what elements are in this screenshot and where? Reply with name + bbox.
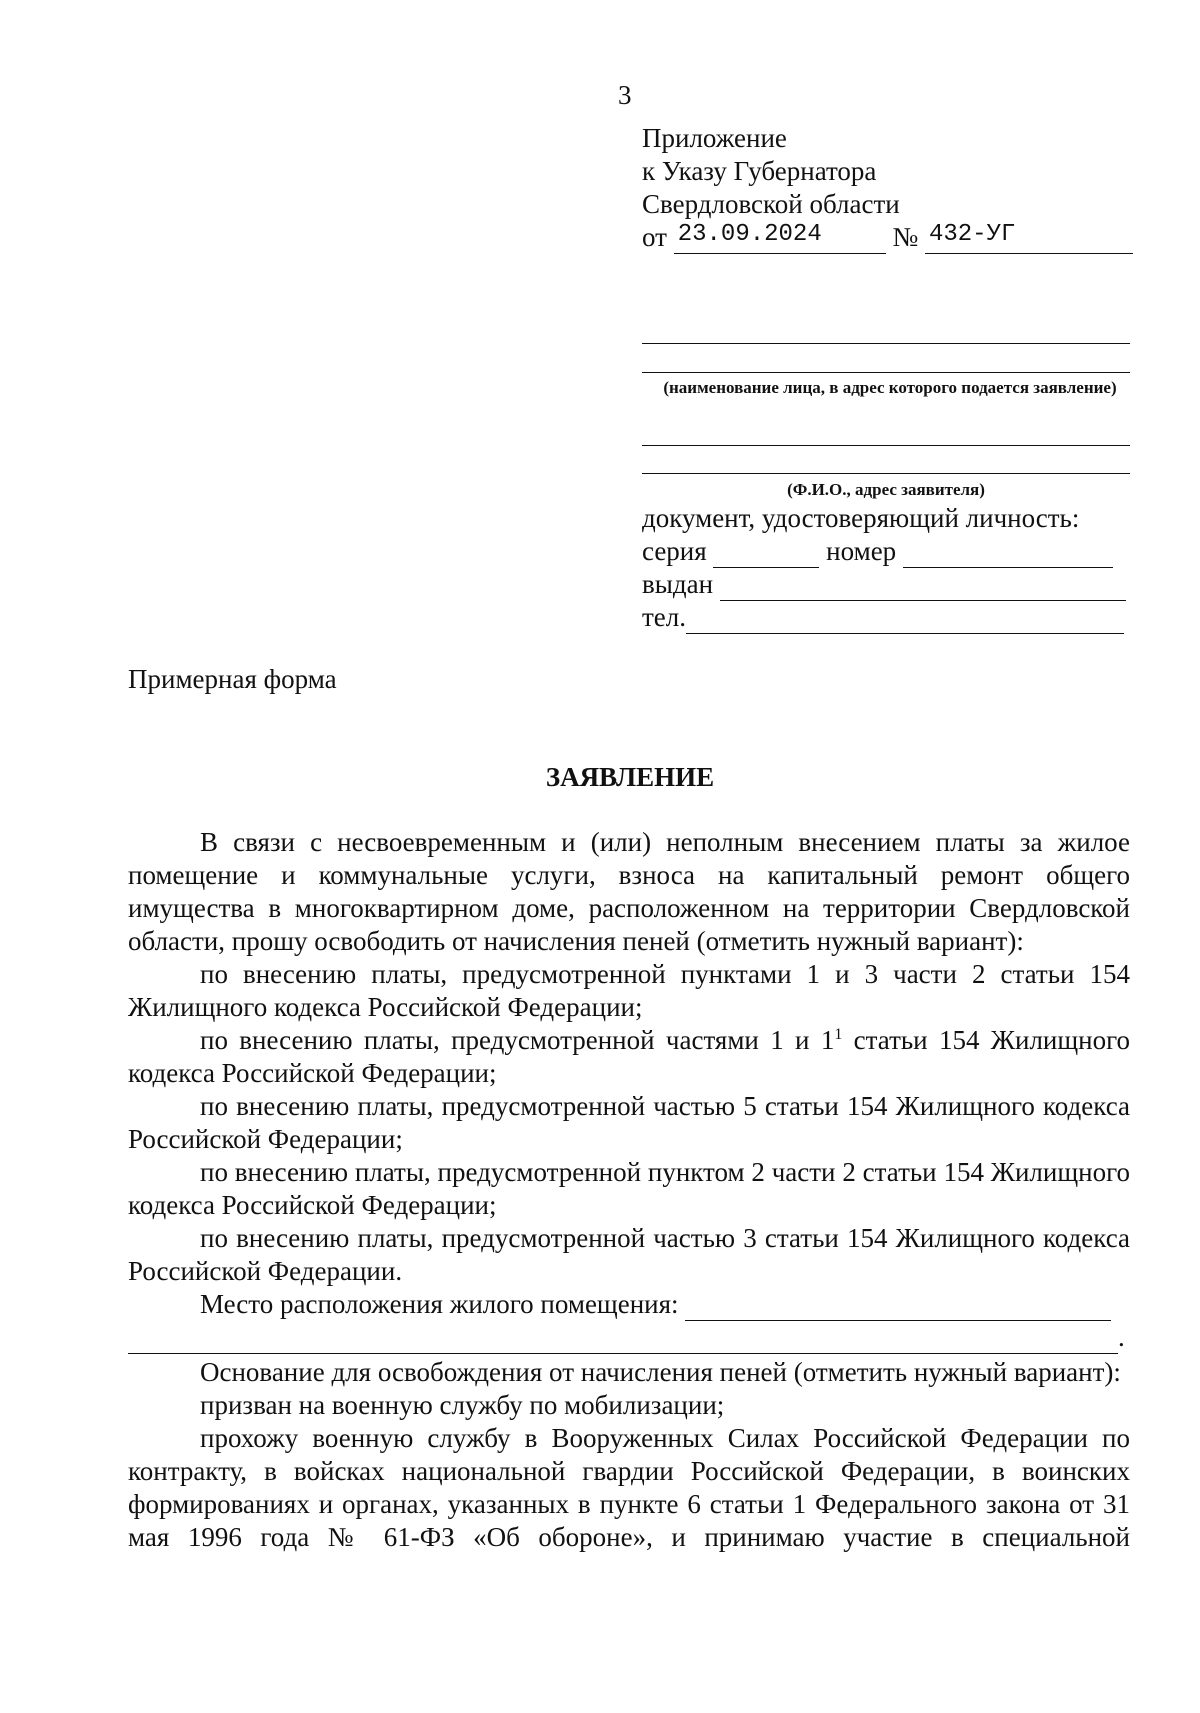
decree-date: 23.09.2024 bbox=[677, 221, 822, 248]
addressee-caption: (наименование лица, в адрес которого подается заявление) bbox=[663, 378, 1117, 397]
issued-label: выдан bbox=[642, 569, 714, 599]
decree-number: 432-УГ bbox=[928, 221, 1016, 248]
appendix-date-row bbox=[642, 221, 1133, 254]
applicant-line-2 bbox=[642, 473, 1130, 474]
applicant-caption: (Ф.И.О., адрес заявителя) bbox=[787, 480, 985, 499]
location-field-2[interactable] bbox=[128, 1323, 1118, 1354]
appendix-line-1: Приложение bbox=[642, 123, 787, 153]
form-label: Примерная форма bbox=[128, 664, 337, 694]
option-1: по внесению платы, предусмотренной пунктами 1 и 3 части 2 статьи 154 Жилищного кодекса Российской Федерации; bbox=[128, 959, 1130, 1022]
option-2-text-a: по внесению платы, предусмотренной частями 1 и 1 bbox=[200, 1025, 835, 1055]
option-3: по внесению платы, предусмотренной частью 5 статьи 154 Жилищного кодекса Российской Федерации; bbox=[128, 1091, 1130, 1154]
appendix-line-3: Свердловской области bbox=[642, 189, 900, 219]
basis-option-1: призван на военную службу по мобилизации; bbox=[200, 1390, 725, 1420]
series-label: серия bbox=[642, 536, 707, 566]
appendix-block bbox=[642, 122, 1133, 254]
intro-paragraph: В связи с несвоевременным и (или) неполным внесением платы за жилое помещение и коммунальные услуги, взноса на капитальный ремонт общего имущества в многоквартирном доме, расположенном на территории Свердловской области, прошу освободить от начисления пеней (отметить нужный вариант): bbox=[128, 827, 1130, 956]
issued-row bbox=[642, 568, 1126, 601]
option-5: по внесению платы, предусмотренной частью 3 статьи 154 Жилищного кодекса Российской Федерации. bbox=[128, 1223, 1130, 1286]
location-row bbox=[128, 1288, 1130, 1321]
from-label: от bbox=[642, 222, 667, 252]
phone-row bbox=[642, 601, 1124, 634]
identity-heading: документ, удостоверяющий личность: bbox=[642, 503, 1080, 533]
passport-number-field[interactable] bbox=[903, 543, 1113, 568]
location-row-2: . bbox=[128, 1321, 1130, 1354]
series-row bbox=[642, 535, 1113, 568]
location-label: Место расположения жилого помещения: bbox=[200, 1289, 679, 1319]
applicant-line-1 bbox=[642, 445, 1130, 446]
passport-number-label: номер bbox=[826, 536, 897, 566]
appendix-line-2: к Указу Губернатора bbox=[642, 156, 877, 186]
option-2-superscript: 1 bbox=[834, 1026, 843, 1043]
location-field[interactable] bbox=[685, 1296, 1111, 1321]
option-2-text-b: статьи 154 Жилищного кодекса Российской Федерации; bbox=[128, 1025, 1131, 1088]
issued-field[interactable] bbox=[720, 576, 1126, 601]
addressee-line-2 bbox=[642, 372, 1130, 373]
document-title: ЗАЯВЛЕНИЕ bbox=[545, 762, 715, 792]
phone-field[interactable] bbox=[686, 609, 1124, 634]
document-body bbox=[128, 826, 1130, 1554]
option-4: по внесению платы, предусмотренной пунктом 2 части 2 статьи 154 Жилищного кодекса Российской Федерации; bbox=[128, 1157, 1130, 1220]
date-field bbox=[674, 223, 886, 254]
addressee-line-1 bbox=[642, 343, 1130, 344]
number-field bbox=[925, 223, 1133, 254]
option-2 bbox=[128, 1024, 1130, 1090]
phone-label: тел. bbox=[642, 602, 687, 632]
number-label: № bbox=[892, 222, 919, 252]
page-number: 3 bbox=[618, 80, 632, 110]
basis-paragraph: Основание для освобождения от начисления пеней (отметить нужный вариант): bbox=[200, 1357, 1121, 1387]
basis-option-2: прохожу военную службу в Вооруженных Силах Российской Федерации по контракту, в войсках национальной гвардии Российской Федерации, в воинских формированиях и органах, указанных в пункте 6 статьи 1 Федерального закона от 31 мая 1996 года № 61-ФЗ «Об обороне», и принимаю участие в специальной bbox=[128, 1423, 1130, 1552]
series-field[interactable] bbox=[713, 543, 819, 568]
